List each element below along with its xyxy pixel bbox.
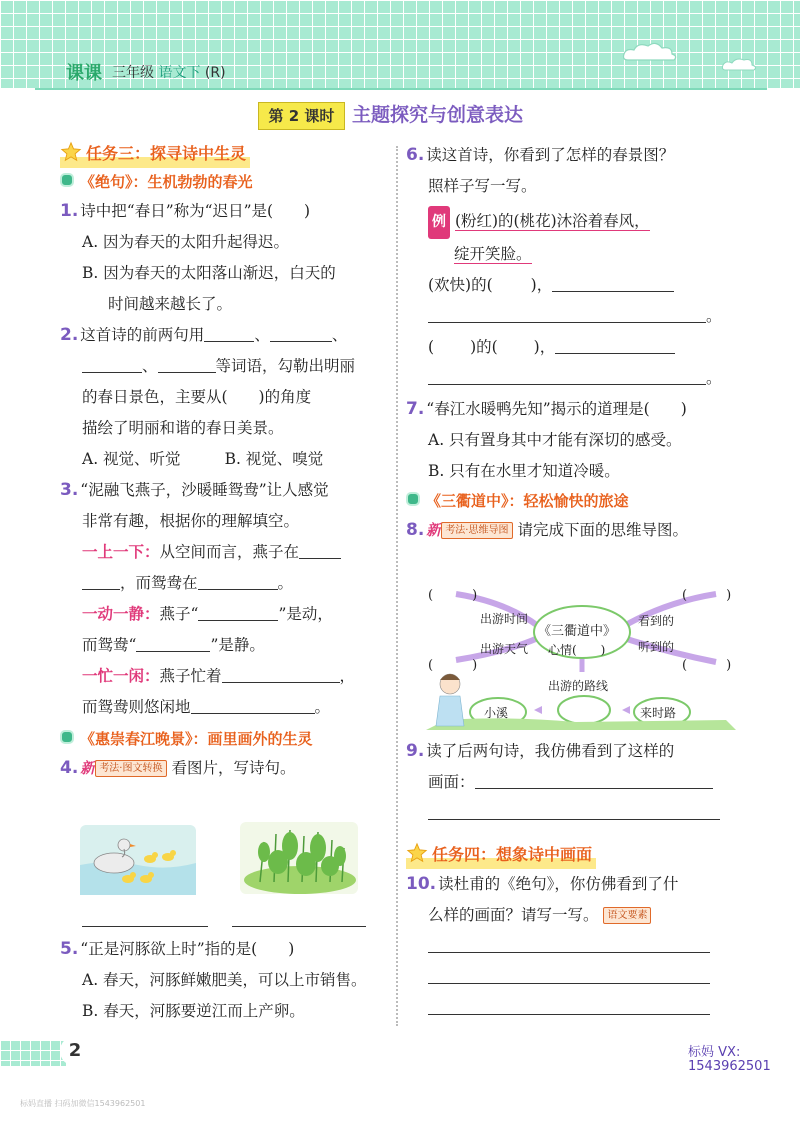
mm-blank-tl[interactable]: ( ): [428, 588, 478, 603]
question-10-line2: 么样的画面？请写一写。 语文要素: [406, 900, 746, 931]
question-4: 4. 新 考法·图文转换 看图片，写诗句。: [60, 753, 390, 784]
subsection-sanqu: 《三衢道中》：轻松愉快的旅途: [406, 487, 746, 515]
question-2-line2: 、 等词语，勾勒出明丽: [60, 351, 390, 382]
mm-seen: 看到的: [638, 614, 675, 628]
q3-move-still-cont: 而鸳鸯“ ”是静。: [60, 630, 390, 661]
answer-line-row: [406, 993, 746, 1024]
star-icon: [406, 842, 428, 864]
mm-blank-bl[interactable]: ( ): [428, 658, 478, 673]
page-number: 2: [60, 1036, 90, 1066]
answer-line[interactable]: [428, 304, 706, 323]
watermark-small: 标妈直播 扫码加微信1543962501: [20, 1099, 146, 1108]
answer-line[interactable]: [428, 996, 710, 1015]
option-a: A. 只有置身其中才能有深切的感受。: [428, 431, 682, 449]
star-icon: [60, 141, 82, 163]
right-column-bottom: [406, 736, 746, 1024]
question-8: 8. 新 考法·思维导图 请完成下面的思维导图。: [406, 515, 746, 546]
example-badge: 例: [428, 206, 450, 239]
example-line-2: 绽开笑脸。: [454, 245, 532, 263]
question-5: 5. “正是河豚欲上时”指的是( ): [60, 939, 295, 959]
question-7: 7. “春江水暖鸭先知”揭示的道理是( ): [406, 399, 687, 419]
requirement-tag: 语文要素: [603, 907, 651, 924]
right-column: [406, 140, 746, 546]
bullet-icon: [60, 730, 74, 744]
left-column-bottom: [60, 934, 390, 1027]
mm-mood[interactable]: 心情( ): [548, 643, 606, 657]
option-b: B. 春天，河豚要逆江而上产卵。: [82, 1002, 305, 1020]
answer-blank[interactable]: [82, 571, 120, 590]
option-b: B. 只有在水里才知道冷暖。: [428, 462, 620, 480]
question-2: 2. 这首诗的前两句用 、 、: [60, 325, 348, 345]
subsection-huichong: 《惠崇春江晚景》：画里画外的生灵: [60, 725, 390, 753]
answer-blank[interactable]: [270, 323, 332, 342]
q3-up-down-cont: ，而鸳鸯在 。: [60, 568, 390, 599]
answer-blank[interactable]: [158, 354, 216, 373]
q3-move-still: 一动一静：燕子“ ”是动，: [60, 599, 390, 630]
option-a: A. 春天，河豚鲜嫩肥美，可以上市销售。: [82, 971, 367, 989]
answer-blank[interactable]: [136, 633, 210, 652]
mm-blank-tr[interactable]: ( ): [682, 588, 732, 603]
mm-heard: 听到的: [638, 640, 675, 654]
mm-end: 来时路: [640, 706, 677, 720]
brand-logo: 课课: [66, 63, 102, 84]
question-3-line2: 非常有趣，根据你的理解填空。: [82, 512, 300, 530]
option-a: A. 因为春天的太阳升起得迟。: [82, 233, 290, 251]
answer-line[interactable]: [428, 934, 710, 953]
answer-blank[interactable]: [552, 273, 674, 292]
question-9-line2: 画面：: [406, 767, 746, 798]
new-badge: 新: [426, 521, 442, 539]
lesson-badge: 第 2 课时: [258, 102, 345, 130]
option-b: B. 因为春天的太阳落山渐迟，白天的: [82, 264, 336, 282]
question-3: 3. “泥融飞燕子，沙暖睡鸳鸯”让人感觉: [60, 480, 329, 500]
answer-line[interactable]: [428, 965, 710, 984]
answer-blank[interactable]: [222, 664, 340, 683]
geese-picture: [80, 825, 196, 895]
method-tag: 考法·思维导图: [441, 522, 512, 539]
bullet-icon: [406, 492, 420, 506]
question-10: 10. 读杜甫的《绝句》，你仿佛看到了什: [406, 874, 679, 894]
task-three-heading: 任务三：探寻诗中生灵: [60, 140, 250, 168]
answer-blank[interactable]: [299, 540, 341, 559]
new-badge: 新: [80, 759, 96, 777]
method-tag: 考法·图文转换: [95, 760, 166, 777]
task-four-heading: 任务四：想象诗中画面: [406, 841, 596, 869]
page-number-band: [0, 1040, 66, 1066]
page-number-area: [0, 1030, 110, 1070]
question-6-line2: 照样子写一写。: [428, 177, 537, 195]
question-2-options: A. 视觉、听觉 B. 视觉、嗅觉: [82, 450, 324, 468]
answer-blank[interactable]: [82, 354, 142, 373]
mm-time: 出游时间: [480, 612, 529, 626]
answer-line[interactable]: [232, 908, 366, 927]
answer-blank[interactable]: [191, 695, 315, 714]
mm-center: 《三衢道中》: [538, 624, 617, 639]
header-rule: [35, 88, 767, 90]
answer-line[interactable]: [82, 908, 208, 927]
answer-line[interactable]: [428, 366, 706, 385]
example-line: 例 (粉红)的(桃花)沐浴着春风，: [406, 206, 746, 239]
bullet-icon: [60, 173, 74, 187]
answer-line-row: [406, 798, 746, 829]
answer-blank[interactable]: [198, 602, 278, 621]
q3-busy-idle-cont: 而鸳鸯则悠闲地 。: [60, 692, 390, 723]
question-1: 1. 诗中把“春日”称为“迟日”是( ): [60, 201, 311, 221]
answer-blank[interactable]: [198, 571, 278, 590]
answer-line[interactable]: [475, 770, 713, 789]
mm-weather: 出游天气: [480, 642, 529, 656]
subsection-jueju: 《绝句》：生机勃勃的春光: [60, 168, 390, 196]
q6-fill-3: ( )的( )，: [406, 332, 746, 363]
answer-line-row: [406, 962, 746, 993]
grade-subject: 三年级 语文下 (R): [112, 65, 226, 81]
question-6: 6. 读这首诗，你看到了怎样的春景图？: [406, 145, 675, 165]
mm-route: 出游的路线: [548, 679, 609, 693]
q3-up-down: 一上一下：从空间而言，燕子在: [60, 537, 390, 568]
q6-fill-1: (欢快)的( )，: [406, 270, 746, 301]
question-2-line3: 的春日景色，主要从( )的角度: [82, 388, 312, 406]
answer-line-row: [406, 931, 746, 962]
q6-fill-2: 。: [406, 301, 746, 332]
mm-start: 小溪: [484, 706, 509, 720]
watermark: 标妈 VX: 1543962501: [688, 1045, 771, 1074]
lesson-title-row: [0, 102, 800, 132]
option-b-cont: 时间越来越长了。: [108, 295, 233, 313]
question-9: 9. 读了后两句诗，我仿佛看到了这样的: [406, 741, 675, 761]
reeds-picture: [240, 822, 358, 894]
answer-line[interactable]: [428, 801, 720, 820]
lesson-title: 主题探究与创意表达: [352, 104, 524, 126]
girl-illustration: [436, 674, 464, 726]
mm-blank-br[interactable]: ( ): [682, 658, 732, 673]
question-2-line4: 描绘了明丽和谐的春日美景。: [82, 419, 284, 437]
answer-blank[interactable]: [555, 335, 675, 354]
left-column: [60, 140, 390, 784]
q6-fill-4: 。: [406, 363, 746, 394]
q3-busy-idle: 一忙一闲：燕子忙着 ，: [60, 661, 390, 692]
page-header: [0, 55, 800, 89]
answer-blank[interactable]: [204, 323, 254, 342]
column-divider: [396, 146, 398, 1026]
